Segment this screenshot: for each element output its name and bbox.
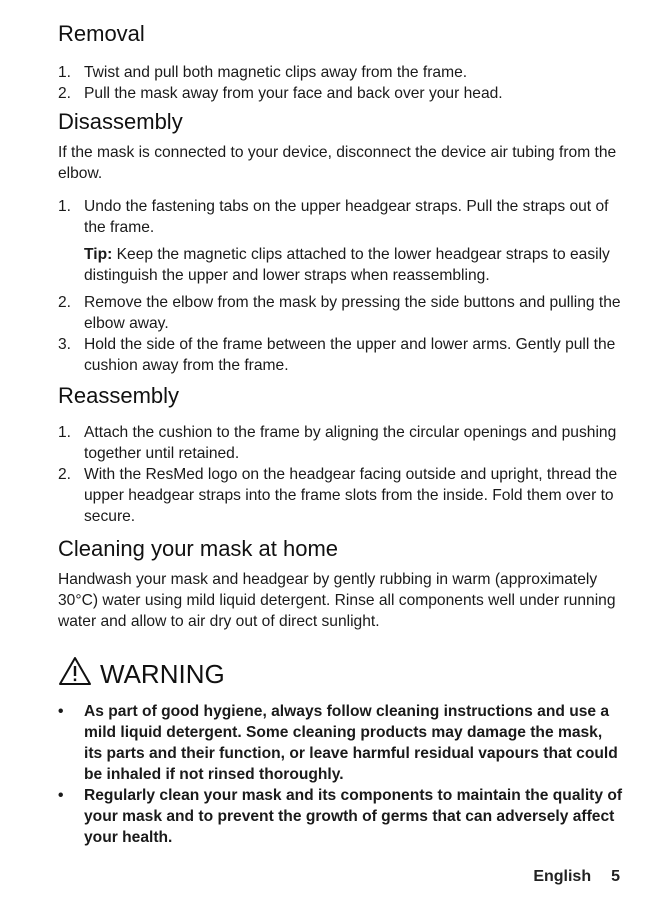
page-footer bbox=[533, 868, 620, 886]
list-item bbox=[58, 83, 624, 104]
step-number: 1. bbox=[58, 64, 72, 81]
step-text: Remove the elbow from the mask by pressing the side buttons and pulling the elbow away. bbox=[84, 294, 621, 332]
manual-page bbox=[58, 20, 624, 848]
step-text: Twist and pull both magnetic clips away from the frame. bbox=[84, 64, 468, 81]
list-item bbox=[58, 334, 624, 376]
list-item bbox=[58, 422, 624, 464]
list-item bbox=[58, 464, 624, 527]
step-text: Pull the mask away from your face and back over your head. bbox=[84, 85, 503, 102]
footer-language: English bbox=[533, 868, 592, 885]
step-number: 2. bbox=[58, 85, 72, 102]
step-text: Hold the side of the frame between the upper and lower arms. Gently pull the cushion away from the frame. bbox=[84, 336, 616, 374]
step-number: 2. bbox=[58, 294, 72, 311]
warning-text: Regularly clean your mask and its components to maintain the quality of your mask and to prevent the growth of germs that can adversely affect your health. bbox=[84, 787, 623, 846]
tip-note bbox=[84, 244, 624, 286]
list-item bbox=[58, 196, 624, 286]
disassembly-steps bbox=[58, 196, 624, 376]
list-item bbox=[58, 292, 624, 334]
warning-triangle-icon bbox=[58, 656, 92, 691]
warning-text: As part of good hygiene, always follow cleaning instructions and use a mild liquid detergent. Some cleaning products may damage the mask, its parts and their function, or leave harmful residual vapours that could be inhaled if not rinsed thoroughly. bbox=[84, 703, 618, 783]
warning-list bbox=[58, 701, 624, 848]
reassembly-steps bbox=[58, 422, 624, 527]
step-number: 1. bbox=[58, 198, 72, 215]
cleaning-heading: Cleaning your mask at home bbox=[58, 536, 339, 561]
cleaning-text: Handwash your mask and headgear by gently rubbing in warm (approximately 30°C) water using mild liquid detergent. Rinse all components well under running water and allow to air dry out of direct sunlight. bbox=[58, 571, 616, 630]
step-text: Undo the fastening tabs on the upper headgear straps. Pull the straps out of the frame. bbox=[84, 198, 609, 236]
list-item bbox=[58, 62, 624, 83]
warning-header bbox=[58, 656, 624, 691]
step-text: Attach the cushion to the frame by aligning the circular openings and pushing together until retained. bbox=[84, 424, 617, 462]
tip-text: Keep the magnetic clips attached to the lower headgear straps to easily distinguish the upper and lower straps when reassembling. bbox=[84, 246, 610, 284]
page-number: 5 bbox=[611, 868, 620, 885]
step-number: 1. bbox=[58, 424, 72, 441]
disassembly-heading: Disassembly bbox=[58, 109, 183, 134]
bullet: • bbox=[58, 787, 64, 804]
tip-label: Tip: bbox=[84, 246, 113, 263]
disassembly-intro: If the mask is connected to your device, disconnect the device air tubing from the elbow. bbox=[58, 144, 617, 182]
list-item bbox=[58, 785, 624, 848]
step-number: 3. bbox=[58, 336, 72, 353]
step-text: With the ResMed logo on the headgear facing outside and upright, thread the upper headgear straps into the frame slots from the inside. Fold them over to secure. bbox=[84, 466, 618, 525]
removal-steps bbox=[58, 62, 624, 104]
removal-heading: Removal bbox=[58, 21, 145, 46]
list-item bbox=[58, 701, 624, 785]
step-number: 2. bbox=[58, 466, 72, 483]
reassembly-heading: Reassembly bbox=[58, 383, 180, 408]
bullet: • bbox=[58, 703, 64, 720]
warning-title: WARNING bbox=[100, 658, 225, 689]
